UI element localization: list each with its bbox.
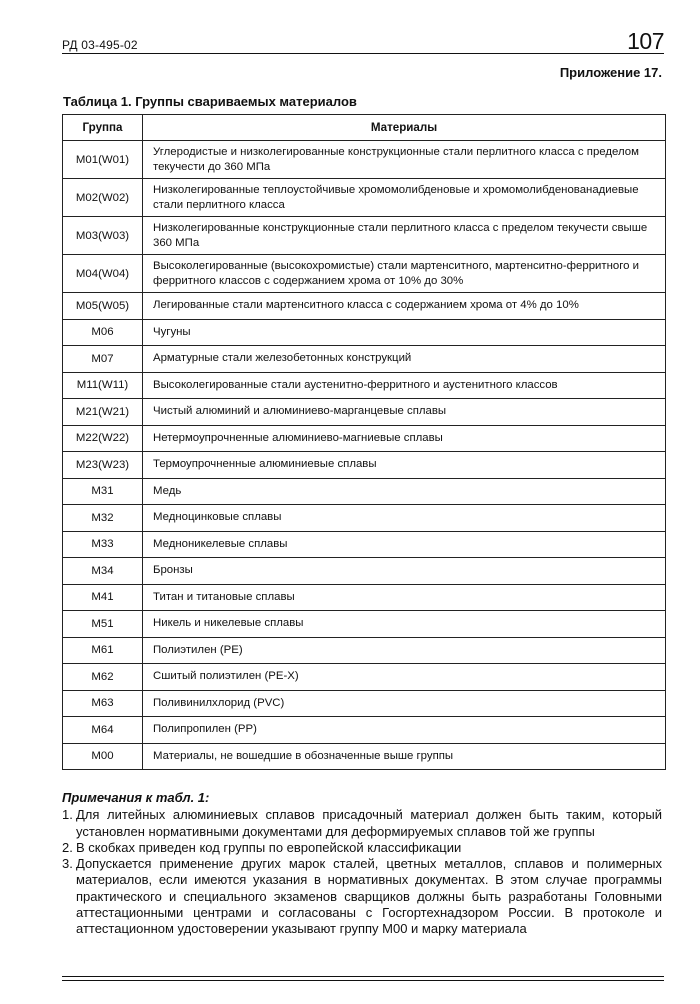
table-row	[63, 452, 666, 479]
table-row	[63, 664, 666, 691]
group-code-cell: M63	[63, 690, 143, 717]
material-cell: Никель и никелевые сплавы	[143, 611, 666, 638]
table-row	[63, 425, 666, 452]
notes-list	[62, 807, 662, 937]
notes-title: Примечания к табл. 1:	[62, 790, 210, 805]
group-code-cell: M34	[63, 558, 143, 585]
table-row	[63, 611, 666, 638]
group-code-cell: M61	[63, 637, 143, 664]
table-row	[63, 217, 666, 255]
note-text: В скобках приведен код группы по европейской классификации	[76, 839, 462, 855]
group-code-cell: M64	[63, 717, 143, 744]
table-row	[63, 743, 666, 770]
material-cell: Поливинилхлорид (PVC)	[143, 690, 666, 717]
table-row	[63, 399, 666, 426]
table-row	[63, 531, 666, 558]
document-code: РД 03-495-02	[62, 38, 138, 52]
table-row	[63, 717, 666, 744]
notes-section	[62, 790, 662, 938]
group-code-cell: M06	[63, 319, 143, 346]
table-row	[63, 293, 666, 320]
material-cell: Медноникелевые сплавы	[143, 531, 666, 558]
group-code-cell: M00	[63, 743, 143, 770]
table-row	[63, 637, 666, 664]
group-code-cell: M41	[63, 584, 143, 611]
note-text: Для литейных алюминиевых сплавов присадочный материал должен быть таким, который установлен нормативными документами для деформируемых сплавов той же группы	[76, 807, 662, 839]
material-cell: Углеродистые и низколегированные конструкционные стали перлитного класса с пределом текучести до 360 МПа	[143, 141, 666, 179]
material-cell: Высоколегированные стали аустенитно-ферритного и аустенитного классов	[143, 372, 666, 399]
table-title: Таблица 1. Группы свариваемых материалов	[63, 94, 357, 109]
appendix-label: Приложение 17.	[559, 65, 662, 80]
material-cell: Бронзы	[143, 558, 666, 585]
table-row	[63, 690, 666, 717]
material-cell: Чистый алюминий и алюминиево-марганцевые сплавы	[143, 399, 666, 426]
material-cell: Титан и титановые сплавы	[143, 584, 666, 611]
table-body	[63, 141, 666, 770]
material-cell: Низколегированные конструкционные стали перлитного класса с пределом текучести свыше 360 МПа	[143, 217, 666, 255]
group-code-cell: M07	[63, 346, 143, 373]
table-row	[63, 141, 666, 179]
material-cell: Полиэтилен (PE)	[143, 637, 666, 664]
header-rule	[62, 53, 664, 54]
group-code-cell: M33	[63, 531, 143, 558]
group-code-cell: M21(W21)	[63, 399, 143, 426]
table-row	[63, 372, 666, 399]
note-text: Допускается применение других марок сталей, цветных металлов, сплавов и полимерных материалов, если имеются указания в нормативных документах. В этом случае программы практического и специального экзаменов сварщиков должны быть разработаны Головными аттестационными центрами и согласованы с Госгортехнадзором России. В протоколе и аттестационном удостоверении указывают группу M00 и марку материала	[76, 856, 662, 937]
group-code-cell: M04(W04)	[63, 255, 143, 293]
page-number: 107	[627, 28, 664, 54]
material-cell: Медь	[143, 478, 666, 505]
note-item	[62, 856, 662, 937]
note-number: 1.	[62, 807, 73, 823]
material-cell: Медноцинковые сплавы	[143, 505, 666, 532]
note-number: 2.	[62, 839, 73, 855]
material-cell: Высоколегированные (высокохромистые) стали мартенситного, мартенситно-ферритного и ферритного классов с содержанием хрома от 10% до 30%	[143, 255, 666, 293]
column-header-group: Группа	[63, 115, 143, 141]
material-cell: Арматурные стали железобетонных конструкций	[143, 346, 666, 373]
group-code-cell: M11(W11)	[63, 372, 143, 399]
material-cell: Низколегированные теплоустойчивые хромомолибденовые и хромомолибденованадиевые стали перлитного класса	[143, 179, 666, 217]
note-item	[62, 840, 662, 856]
table-row	[63, 255, 666, 293]
material-cell: Сшитый полиэтилен (PE-X)	[143, 664, 666, 691]
material-cell: Чугуны	[143, 319, 666, 346]
group-code-cell: M51	[63, 611, 143, 638]
table-row	[63, 346, 666, 373]
material-cell: Легированные стали мартенситного класса с содержанием хрома от 4% до 10%	[143, 293, 666, 320]
group-code-cell: M22(W22)	[63, 425, 143, 452]
materials-table	[62, 114, 666, 770]
material-cell: Материалы, не вошедшие в обозначенные выше группы	[143, 743, 666, 770]
material-cell: Полипропилен (PP)	[143, 717, 666, 744]
footer-rule	[62, 976, 664, 977]
group-code-cell: M32	[63, 505, 143, 532]
table-row	[63, 478, 666, 505]
material-cell: Термоупрочненные алюминиевые сплавы	[143, 452, 666, 479]
group-code-cell: M03(W03)	[63, 217, 143, 255]
table-row	[63, 505, 666, 532]
table-row	[63, 584, 666, 611]
material-cell: Нетермоупрочненные алюминиево-магниевые сплавы	[143, 425, 666, 452]
group-code-cell: M05(W05)	[63, 293, 143, 320]
table-row	[63, 319, 666, 346]
column-header-materials: Материалы	[143, 115, 666, 141]
group-code-cell: M31	[63, 478, 143, 505]
footer-rule	[62, 980, 664, 981]
table-row	[63, 179, 666, 217]
table-header-row	[63, 115, 666, 141]
group-code-cell: M02(W02)	[63, 179, 143, 217]
table-row	[63, 558, 666, 585]
group-code-cell: M62	[63, 664, 143, 691]
group-code-cell: M01(W01)	[63, 141, 143, 179]
note-number: 3.	[62, 856, 73, 872]
note-item	[62, 807, 662, 840]
group-code-cell: M23(W23)	[63, 452, 143, 479]
